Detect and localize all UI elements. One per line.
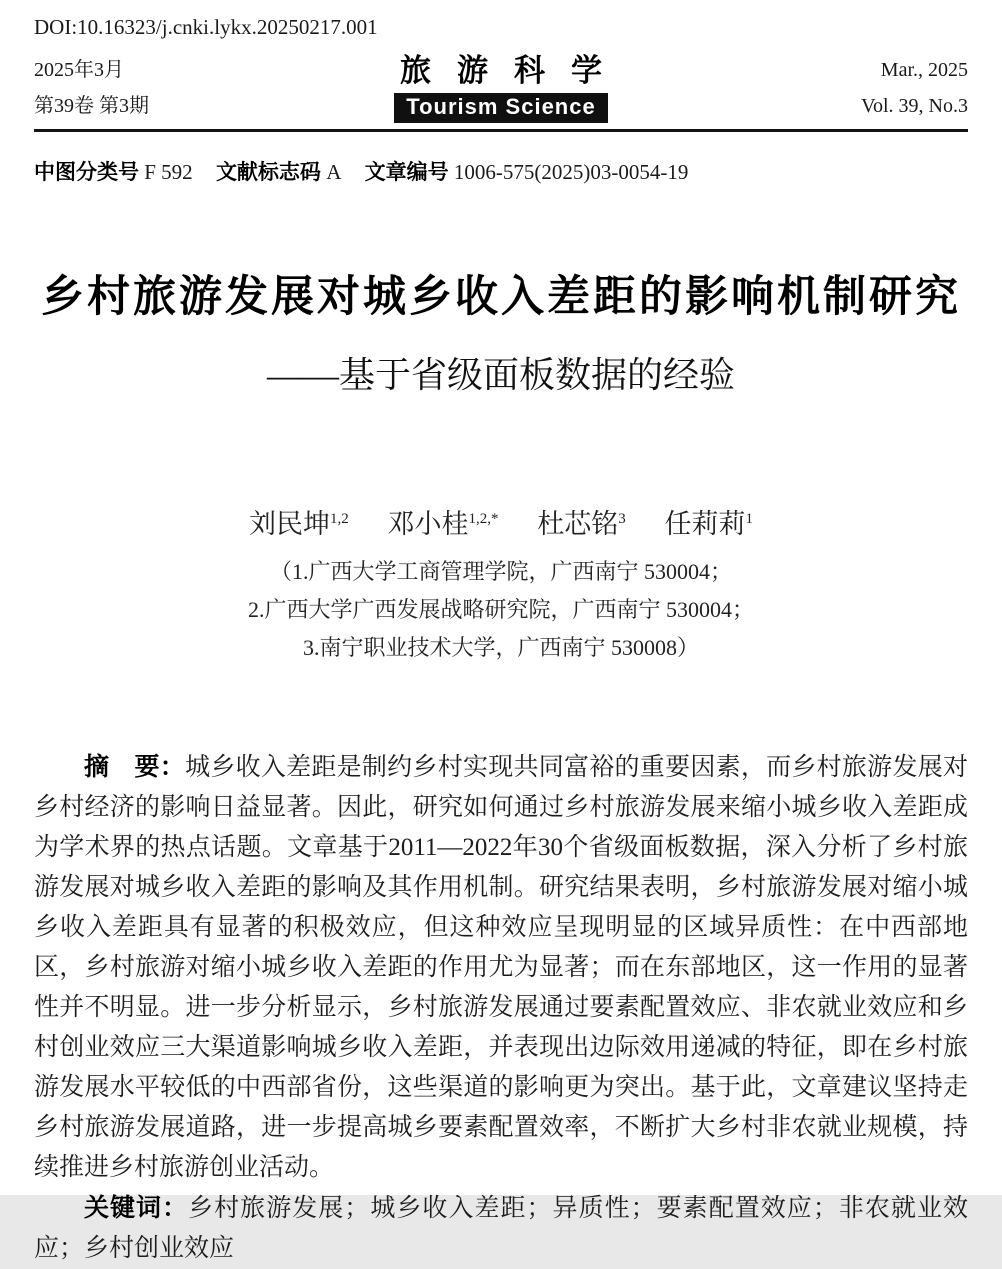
author-affil-sup: 1,2,* [468, 511, 499, 527]
keywords-label: 关键词： [84, 1194, 189, 1222]
clc-label: 中图分类号 [34, 161, 139, 184]
affiliation-line: 3.南宁职业技术大学，广西南宁 530008） [302, 635, 699, 660]
doc-code-label: 文献标志码 [215, 161, 321, 184]
journal-masthead [34, 52, 968, 124]
author-affil-sup: 1 [745, 511, 753, 527]
masthead-divider [34, 129, 968, 132]
author-affil-sup: 3 [618, 511, 626, 527]
author-name: 任莉莉 [664, 509, 746, 539]
volume-issue-en: Vol. 39, No.3 [861, 95, 968, 117]
keywords-text: 乡村旅游发展；城乡收入差距；异质性；要素配置效应；非农就业效应；乡村创业效应 [34, 1195, 968, 1262]
article-id-value: 1006-575(2025)03-0054-19 [453, 160, 689, 184]
classification-line [34, 156, 968, 186]
affiliation-line: （1.广西大学工商管理学院，广西南宁 530004； [269, 559, 732, 584]
volume-issue-cn: 第39卷 第3期 [34, 95, 149, 117]
author [665, 509, 754, 539]
clc-value: F 592 [144, 160, 193, 184]
author [388, 509, 499, 539]
affiliation-list [34, 553, 968, 667]
author [537, 509, 626, 539]
doc-code-value: A [326, 160, 342, 184]
keywords-paragraph [34, 1188, 968, 1269]
abstract-section [34, 747, 968, 1269]
doi-line: DOI:10.16323/j.cnki.lykx.20250217.001 [34, 15, 378, 39]
issue-date-cn: 2025年3月 [34, 59, 124, 81]
article-id-label: 文章编号 [364, 161, 449, 184]
affiliation-line: 2.广西大学广西发展战略研究院，广西南宁 530004； [247, 597, 754, 622]
journal-title-en: Tourism Science [394, 93, 607, 123]
journal-title-cn: 旅游科学 [400, 53, 628, 88]
masthead-left [34, 52, 274, 124]
author-name: 杜芯铭 [537, 509, 619, 539]
author-affil-sup: 1,2 [330, 511, 349, 527]
masthead-center [274, 52, 728, 123]
issue-date-en: Mar., 2025 [880, 59, 968, 81]
paper-subtitle: ——基于省级面板数据的经验 [266, 355, 735, 395]
abstract-label: 摘 要： [84, 753, 186, 781]
author-name: 刘民坤 [249, 509, 330, 539]
abstract-text: 城乡收入差距是制约乡村实现共同富裕的重要因素，而乡村旅游发展对乡村经济的影响日益显著。因此，研究如何通过乡村旅游发展来缩小城乡收入差距成为学术界的热点话题。文章基于2011—2022年30个省级面板数据，深入分析了乡村旅游发展对城乡收入差距的影响及其作用机制。研究结果表明，乡村旅游发展对缩小城乡收入差距具有显著的积极效应，但这种效应呈现明显的区域异质性：在中西部地区，乡村旅游对缩小城乡收入差距的作用尤为显著；而在东部地区，这一作用的显著性并不明显。进一步分析显示，乡村旅游发展通过要素配置效应、非农就业效应和乡村创业效应三大渠道影响城乡收入差距，并表现出边际效用递减的特征，即在乡村旅游发展水平较低的中西部省份，这些渠道的影响更为突出。基于此，文章建议坚持走乡村旅游发展道路，进一步提高城乡要素配置效率，不断扩大乡村非农就业规模，持续推进乡村旅游创业活动。 [34, 754, 968, 1181]
author-name: 邓小桂 [387, 509, 469, 539]
abstract-paragraph [34, 747, 968, 1188]
paper-title: 乡村旅游发展对城乡收入差距的影响机制研究 [41, 273, 961, 321]
author [249, 509, 349, 539]
masthead-right [728, 52, 968, 124]
author-list [34, 502, 968, 541]
